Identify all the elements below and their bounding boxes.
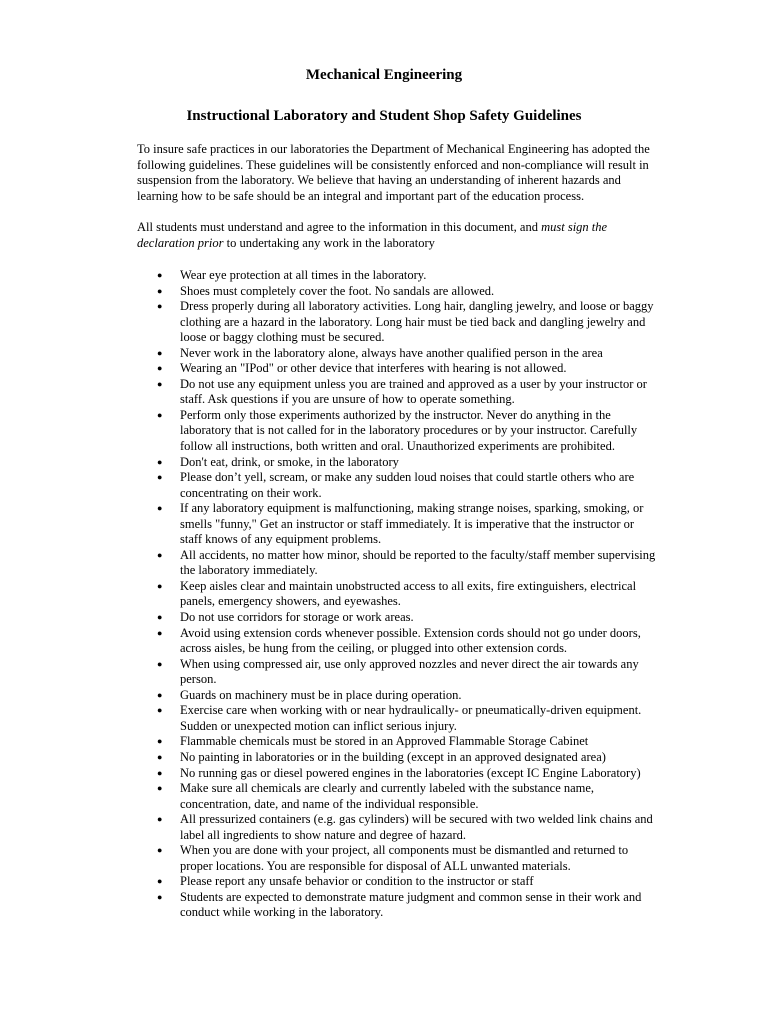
bullet-icon: ● xyxy=(157,580,163,591)
bullet-icon: ● xyxy=(157,658,163,669)
safety-rule-text: Avoid using extension cords whenever possible. Extension cords should not go under doors, across aisles, be hung from the ceiling, or plugged into other extension cords. xyxy=(180,625,641,656)
safety-rule-item xyxy=(0,657,658,688)
safety-rule-text: Flammable chemicals must be stored in an Approved Flammable Storage Cabinet xyxy=(180,734,589,749)
safety-rule-item xyxy=(0,766,658,782)
bullet-icon: ● xyxy=(157,876,163,887)
safety-rule-text: Do not use any equipment unless you are trained and approved as a user by your instructor or staff. Ask questions if you are unsure of how to operate something. xyxy=(180,376,647,407)
safety-rule-text: Dress properly during all laboratory activities. Long hair, dangling jewelry, and loose or baggy clothing are a hazard in the laboratory. Long hair must be tied back and dangling jewelry and loose or baggy clothing must be secured. xyxy=(180,299,654,345)
bullet-icon: ● xyxy=(157,612,163,623)
safety-rule-text: Don't eat, drink, or smoke, in the laboratory xyxy=(180,454,399,469)
safety-rule-text: Guards on machinery must be in place during operation. xyxy=(180,687,462,702)
safety-rule-item xyxy=(0,284,658,300)
bullet-icon: ● xyxy=(157,891,163,902)
safety-rule-text: When using compressed air, use only approved nozzles and never direct the air towards any person. xyxy=(180,656,639,687)
bullet-icon: ● xyxy=(157,347,163,358)
safety-rule-text: No running gas or diesel powered engines in the laboratories (except IC Engine Laboratory) xyxy=(180,765,641,780)
bullet-icon: ● xyxy=(157,472,163,483)
safety-rule-item xyxy=(0,874,658,890)
safety-rule-text: Wear eye protection at all times in the laboratory. xyxy=(180,268,427,282)
safety-rule-item xyxy=(0,610,658,626)
safety-rule-item xyxy=(0,346,658,362)
safety-rule-text: If any laboratory equipment is malfunctioning, making strange noises, sparking, smoking, or smells "funny," Get an instructor or staff immediately. It is imperative that the instructor or staff knows of any equipment problems. xyxy=(180,501,644,547)
bullet-icon: ● xyxy=(157,285,163,296)
agreement-paragraph xyxy=(137,220,657,251)
bullet-icon: ● xyxy=(157,378,163,389)
agreement-text-after: to undertaking any work in the laboratory xyxy=(223,235,435,250)
agreement-emphasis: must sign the declaration prior xyxy=(137,220,608,250)
safety-rule-item xyxy=(0,548,658,579)
bullet-icon: ● xyxy=(157,301,163,312)
safety-rule-item xyxy=(0,470,658,501)
bullet-icon: ● xyxy=(157,409,163,420)
safety-rule-text: Exercise care when working with or near hydraulically- or pneumatically-driven equipment. Sudden or unexpected motion can inflict serious injury. xyxy=(180,703,642,733)
agreement-text-before: All students must understand and agree to the information in this document, and xyxy=(137,220,542,234)
safety-rule-item xyxy=(0,579,658,610)
safety-rule-item xyxy=(0,703,658,734)
bullet-icon: ● xyxy=(157,751,163,762)
safety-rule-text: All accidents, no matter how minor, should be reported to the faculty/staff member supervising the laboratory immediately. xyxy=(180,547,656,578)
safety-rule-item xyxy=(0,750,658,766)
safety-rule-item xyxy=(0,688,658,704)
safety-rule-text: No painting in laboratories or in the building (except in an approved designated area) xyxy=(180,749,606,764)
safety-rule-item xyxy=(0,812,658,843)
safety-rule-item xyxy=(0,626,658,657)
safety-rule-text: Students are expected to demonstrate mature judgment and common sense in their work and conduct while working in the laboratory. xyxy=(180,889,642,920)
safety-rule-item xyxy=(0,361,658,377)
safety-rules-list xyxy=(0,268,658,921)
safety-rule-text: Please report any unsafe behavior or condition to the instructor or staff xyxy=(180,874,534,889)
bullet-icon: ● xyxy=(157,705,163,716)
safety-rule-text: Shoes must completely cover the foot. No sandals are allowed. xyxy=(180,283,495,298)
safety-rule-text: Keep aisles clear and maintain unobstructed access to all exits, fire extinguishers, electrical panels, emergency showers, and eyewashes. xyxy=(180,578,637,609)
safety-rule-item xyxy=(0,299,658,346)
safety-rule-item xyxy=(0,734,658,750)
bullet-icon: ● xyxy=(157,363,163,374)
bullet-icon: ● xyxy=(157,549,163,560)
document-subtitle: Instructional Laboratory and Student Shop Safety Guidelines xyxy=(186,108,582,124)
safety-rule-text: Do not use corridors for storage or work areas. xyxy=(180,610,414,625)
safety-rule-text: Wearing an "IPod" or other device that interferes with hearing is not allowed. xyxy=(180,361,567,376)
bullet-icon: ● xyxy=(157,503,163,514)
safety-rule-item xyxy=(0,455,658,471)
safety-rule-item xyxy=(0,408,658,455)
document-title: Mechanical Engineering xyxy=(305,67,463,83)
safety-rule-text: Never work in the laboratory alone, always have another qualified person in the area xyxy=(180,345,603,360)
bullet-icon: ● xyxy=(157,783,163,794)
bullet-icon: ● xyxy=(157,736,163,747)
bullet-icon: ● xyxy=(157,767,163,778)
intro-paragraph: To insure safe practices in our laboratories the Department of Mechanical Engineering has adopted the following guidelines. These guidelines will be consistently enforced and non-compliance will result in suspension from the laboratory. We believe that having an understanding of inherent hazards and learning how to be safe should be an integral and important part of the education process. xyxy=(137,142,650,203)
safety-rule-text: Make sure all chemicals are clearly and currently labeled with the substance name, concentration, date, and name of the individual responsible. xyxy=(180,781,595,811)
safety-rule-item xyxy=(0,781,658,812)
bullet-icon: ● xyxy=(157,845,163,856)
safety-rule-item xyxy=(0,843,658,874)
safety-rule-item xyxy=(0,890,658,921)
safety-rule-text: All pressurized containers (e.g. gas cylinders) will be secured with two welded link chains and label all ingredients to show nature and degree of hazard. xyxy=(180,812,653,842)
safety-rule-text: When you are done with your project, all components must be dismantled and returned to proper locations. You are responsible for disposal of ALL unwanted materials. xyxy=(180,843,629,873)
bullet-icon: ● xyxy=(157,814,163,825)
safety-rule-text: Perform only those experiments authorized by the instructor. Never do anything in the laboratory that is not called for in the laboratory procedures or by your instructor. Carefully follow all instructions, both written and oral. Unauthorized experiments are prohibited. xyxy=(180,407,638,454)
bullet-icon: ● xyxy=(157,270,163,280)
bullet-icon: ● xyxy=(157,627,163,638)
bullet-icon: ● xyxy=(157,456,163,467)
safety-rule-text: Please don’t yell, scream, or make any sudden loud noises that could startle others who are concentrating on their work. xyxy=(180,470,635,500)
safety-rule-item xyxy=(0,268,658,284)
safety-rule-item xyxy=(0,377,658,408)
bullet-icon: ● xyxy=(157,689,163,700)
safety-rule-item xyxy=(0,501,658,548)
